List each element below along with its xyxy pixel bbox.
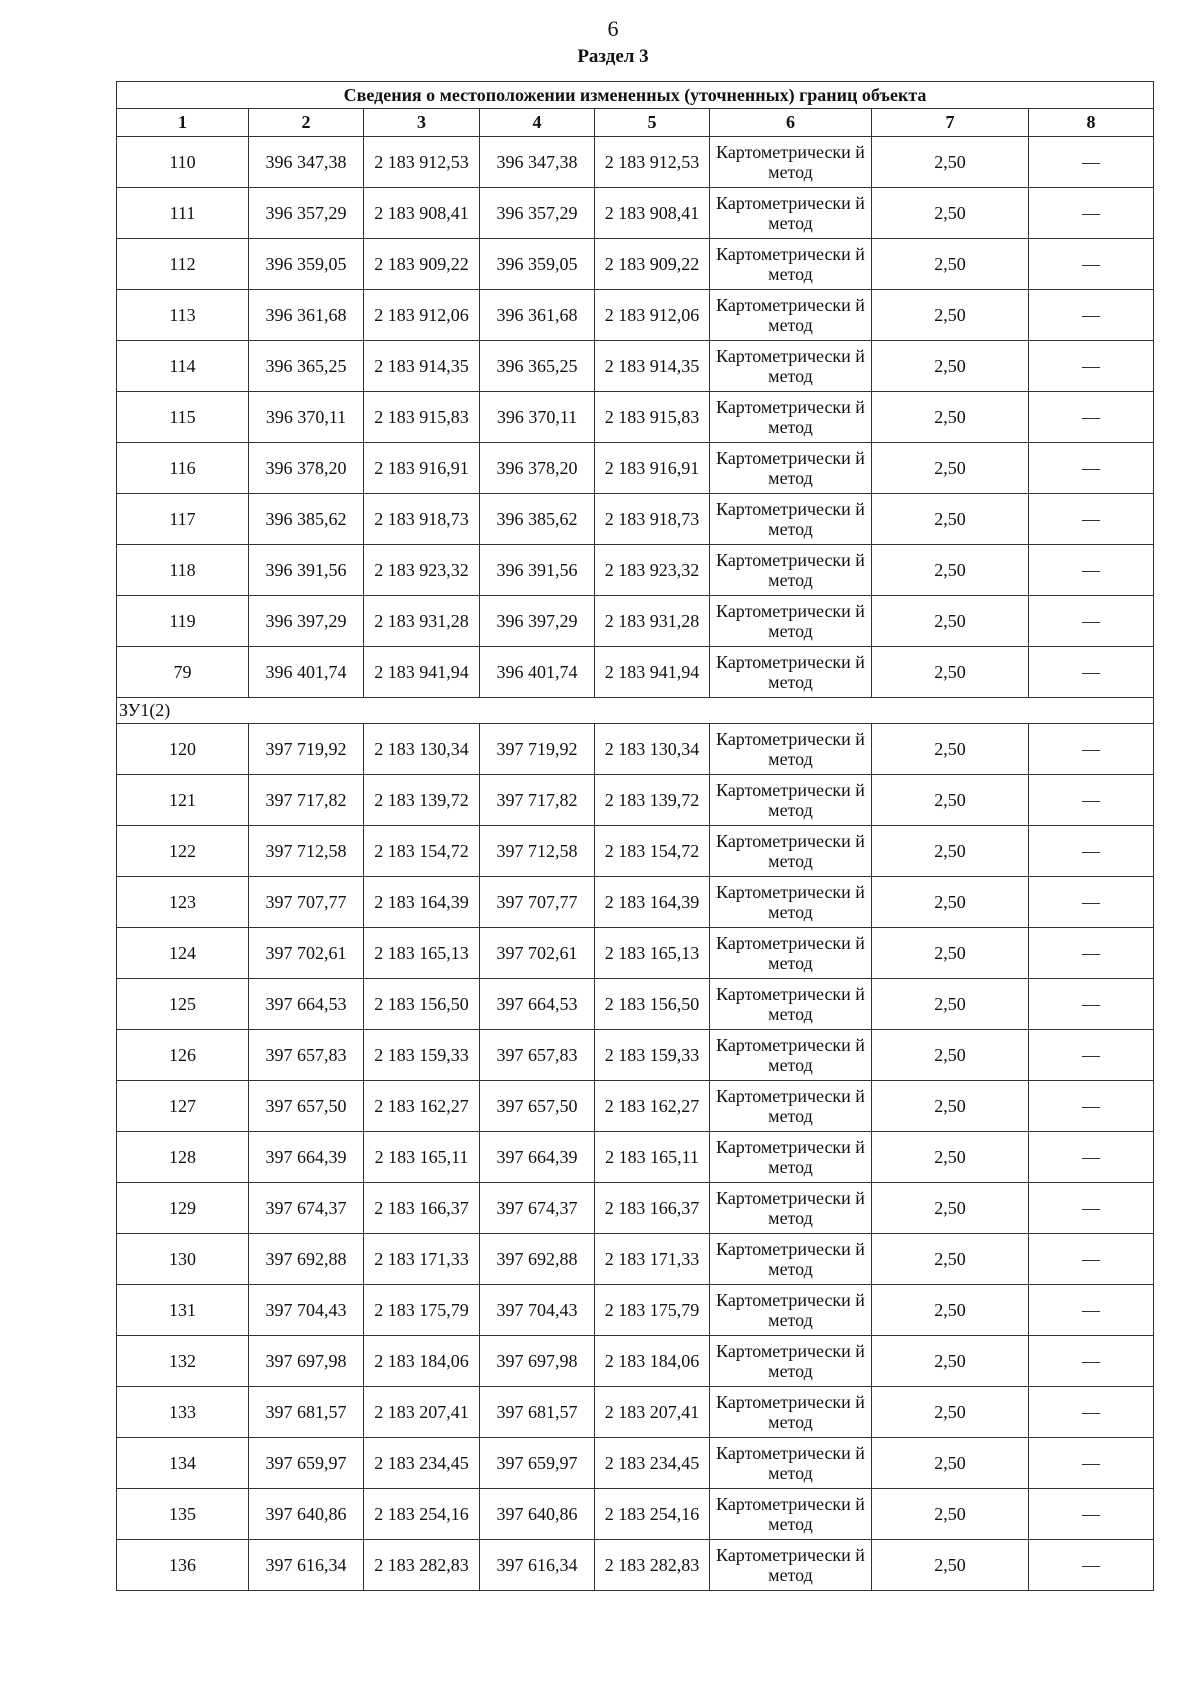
coordinate-cell: 397 659,97: [480, 1438, 595, 1489]
coordinate-cell: 2 183 909,22: [595, 239, 710, 290]
table-row: [117, 724, 1154, 775]
column-number: 6: [710, 109, 872, 137]
method-cell: Картометрически й метод: [710, 1030, 872, 1081]
point-number-cell: 122: [117, 826, 249, 877]
note-cell: —: [1029, 596, 1154, 647]
coordinate-cell: 397 657,50: [249, 1081, 364, 1132]
note-cell: —: [1029, 1336, 1154, 1387]
method-cell: Картометрически й метод: [710, 826, 872, 877]
table-row: [117, 1540, 1154, 1591]
point-number-cell: 125: [117, 979, 249, 1030]
coordinate-cell: 2 183 931,28: [595, 596, 710, 647]
accuracy-cell: 2,50: [872, 443, 1029, 494]
point-number-cell: 131: [117, 1285, 249, 1336]
coordinate-cell: 2 183 912,53: [595, 137, 710, 188]
table-row: [117, 545, 1154, 596]
method-cell: Картометрически й метод: [710, 1285, 872, 1336]
method-cell: Картометрически й метод: [710, 392, 872, 443]
accuracy-cell: 2,50: [872, 647, 1029, 698]
point-number-cell: 130: [117, 1234, 249, 1285]
coordinate-cell: 2 183 915,83: [595, 392, 710, 443]
note-cell: —: [1029, 443, 1154, 494]
column-number: 2: [249, 109, 364, 137]
method-cell: Картометрически й метод: [710, 647, 872, 698]
point-number-cell: 115: [117, 392, 249, 443]
coordinate-cell: 2 183 164,39: [364, 877, 480, 928]
coordinate-cell: 2 183 165,11: [595, 1132, 710, 1183]
method-cell: Картометрически й метод: [710, 494, 872, 545]
coordinate-cell: 2 183 914,35: [595, 341, 710, 392]
coordinate-cell: 2 183 166,37: [595, 1183, 710, 1234]
accuracy-cell: 2,50: [872, 341, 1029, 392]
method-cell: Картометрически й метод: [710, 1540, 872, 1591]
coordinate-cell: 2 183 282,83: [364, 1540, 480, 1591]
coordinate-cell: 396 385,62: [249, 494, 364, 545]
coordinate-cell: 397 681,57: [480, 1387, 595, 1438]
accuracy-cell: 2,50: [872, 188, 1029, 239]
point-number-cell: 79: [117, 647, 249, 698]
table-row: [117, 928, 1154, 979]
table-row: [117, 341, 1154, 392]
note-cell: —: [1029, 1132, 1154, 1183]
accuracy-cell: 2,50: [872, 290, 1029, 341]
coordinate-cell: 396 357,29: [480, 188, 595, 239]
coordinate-cell: 2 183 918,73: [364, 494, 480, 545]
note-cell: —: [1029, 290, 1154, 341]
note-cell: —: [1029, 494, 1154, 545]
method-cell: Картометрически й метод: [710, 341, 872, 392]
table-row: [117, 1438, 1154, 1489]
method-cell: Картометрически й метод: [710, 1081, 872, 1132]
coordinate-cell: 2 183 234,45: [595, 1438, 710, 1489]
coordinate-cell: 396 361,68: [249, 290, 364, 341]
coordinate-cell: 397 674,37: [249, 1183, 364, 1234]
point-number-cell: 135: [117, 1489, 249, 1540]
coordinate-cell: 397 616,34: [249, 1540, 364, 1591]
coordinate-cell: 2 183 139,72: [595, 775, 710, 826]
coordinate-cell: 2 183 175,79: [595, 1285, 710, 1336]
accuracy-cell: 2,50: [872, 1285, 1029, 1336]
coordinate-cell: 397 712,58: [480, 826, 595, 877]
coordinate-cell: 397 664,53: [480, 979, 595, 1030]
accuracy-cell: 2,50: [872, 596, 1029, 647]
coordinate-cell: 2 183 282,83: [595, 1540, 710, 1591]
point-number-cell: 121: [117, 775, 249, 826]
coordinate-cell: 397 681,57: [249, 1387, 364, 1438]
note-cell: —: [1029, 1081, 1154, 1132]
coordinate-cell: 396 347,38: [480, 137, 595, 188]
coordinate-cell: 397 640,86: [249, 1489, 364, 1540]
note-cell: —: [1029, 137, 1154, 188]
accuracy-cell: 2,50: [872, 1183, 1029, 1234]
table-row: [117, 290, 1154, 341]
accuracy-cell: 2,50: [872, 1234, 1029, 1285]
method-cell: Картометрически й метод: [710, 1438, 872, 1489]
coordinate-cell: 2 183 164,39: [595, 877, 710, 928]
coordinate-cell: 397 707,77: [249, 877, 364, 928]
table-row: [117, 1030, 1154, 1081]
method-cell: Картометрически й метод: [710, 1234, 872, 1285]
point-number-cell: 128: [117, 1132, 249, 1183]
note-cell: —: [1029, 1183, 1154, 1234]
point-number-cell: 126: [117, 1030, 249, 1081]
coordinate-cell: 2 183 912,06: [595, 290, 710, 341]
point-number-cell: 127: [117, 1081, 249, 1132]
accuracy-cell: 2,50: [872, 1030, 1029, 1081]
note-cell: —: [1029, 928, 1154, 979]
coordinate-cell: 2 183 130,34: [595, 724, 710, 775]
coordinate-cell: 397 702,61: [249, 928, 364, 979]
accuracy-cell: 2,50: [872, 1081, 1029, 1132]
coordinate-cell: 396 391,56: [249, 545, 364, 596]
point-number-cell: 118: [117, 545, 249, 596]
method-cell: Картометрически й метод: [710, 877, 872, 928]
accuracy-cell: 2,50: [872, 775, 1029, 826]
coordinate-cell: 2 183 171,33: [364, 1234, 480, 1285]
method-cell: Картометрически й метод: [710, 1132, 872, 1183]
page-number: 6: [607, 16, 619, 41]
note-cell: —: [1029, 1540, 1154, 1591]
method-cell: Картометрически й метод: [710, 137, 872, 188]
table-row: [117, 775, 1154, 826]
method-cell: Картометрически й метод: [710, 1336, 872, 1387]
accuracy-cell: 2,50: [872, 724, 1029, 775]
group-label: ЗУ1(2): [117, 698, 1154, 724]
coordinate-cell: 2 183 184,06: [595, 1336, 710, 1387]
accuracy-cell: 2,50: [872, 928, 1029, 979]
note-cell: —: [1029, 545, 1154, 596]
point-number-cell: 112: [117, 239, 249, 290]
table-row: [117, 443, 1154, 494]
coordinate-cell: 396 361,68: [480, 290, 595, 341]
point-number-cell: 124: [117, 928, 249, 979]
coordinate-cell: 2 183 916,91: [595, 443, 710, 494]
method-cell: Картометрически й метод: [710, 1183, 872, 1234]
coordinate-cell: 2 183 154,72: [364, 826, 480, 877]
method-cell: Картометрически й метод: [710, 290, 872, 341]
note-cell: —: [1029, 341, 1154, 392]
table-row: [117, 1132, 1154, 1183]
table-body-part1: [117, 137, 1154, 698]
table-row: [117, 1387, 1154, 1438]
coordinate-cell: 396 359,05: [480, 239, 595, 290]
point-number-cell: 110: [117, 137, 249, 188]
table-row: [117, 979, 1154, 1030]
coordinate-cell: 2 183 916,91: [364, 443, 480, 494]
table-row: [117, 647, 1154, 698]
coordinate-cell: 397 692,88: [249, 1234, 364, 1285]
coordinate-cell: 397 702,61: [480, 928, 595, 979]
table-row: [117, 1234, 1154, 1285]
accuracy-cell: 2,50: [872, 137, 1029, 188]
coordinate-cell: 2 183 159,33: [595, 1030, 710, 1081]
coordinate-cell: 396 401,74: [480, 647, 595, 698]
coordinate-cell: 397 717,82: [249, 775, 364, 826]
note-cell: —: [1029, 188, 1154, 239]
table-row: [117, 1183, 1154, 1234]
table-row: [117, 239, 1154, 290]
table-row: [117, 1489, 1154, 1540]
coordinate-cell: 2 183 254,16: [595, 1489, 710, 1540]
coordinate-cell: 2 183 909,22: [364, 239, 480, 290]
coordinate-cell: 397 719,92: [249, 724, 364, 775]
method-cell: Картометрически й метод: [710, 545, 872, 596]
coordinate-cell: 2 183 931,28: [364, 596, 480, 647]
table-row: [117, 1336, 1154, 1387]
column-numbers-row: [117, 109, 1154, 137]
table-body-part2: [117, 724, 1154, 1591]
coordinate-cell: 397 712,58: [249, 826, 364, 877]
coordinate-cell: 397 664,39: [480, 1132, 595, 1183]
coordinate-cell: 397 707,77: [480, 877, 595, 928]
note-cell: —: [1029, 239, 1154, 290]
coordinate-cell: 396 378,20: [480, 443, 595, 494]
note-cell: —: [1029, 877, 1154, 928]
coordinate-cell: 397 717,82: [480, 775, 595, 826]
accuracy-cell: 2,50: [872, 979, 1029, 1030]
coordinate-cell: 2 183 914,35: [364, 341, 480, 392]
method-cell: Картометрически й метод: [710, 724, 872, 775]
group-section: [117, 698, 1154, 724]
point-number-cell: 123: [117, 877, 249, 928]
accuracy-cell: 2,50: [872, 1438, 1029, 1489]
column-number: 3: [364, 109, 480, 137]
accuracy-cell: 2,50: [872, 1387, 1029, 1438]
table-row: [117, 1285, 1154, 1336]
group-label-row: [117, 698, 1154, 724]
table-caption-row: [117, 82, 1154, 109]
table-row: [117, 188, 1154, 239]
point-number-cell: 114: [117, 341, 249, 392]
method-cell: Картометрически й метод: [710, 928, 872, 979]
coordinate-cell: 2 183 908,41: [595, 188, 710, 239]
note-cell: —: [1029, 724, 1154, 775]
method-cell: Картометрически й метод: [710, 979, 872, 1030]
coordinate-cell: 2 183 175,79: [364, 1285, 480, 1336]
note-cell: —: [1029, 775, 1154, 826]
coordinate-cell: 2 183 156,50: [364, 979, 480, 1030]
coordinate-cell: 396 397,29: [480, 596, 595, 647]
coordinate-cell: 397 640,86: [480, 1489, 595, 1540]
coordinate-cell: 2 183 162,27: [595, 1081, 710, 1132]
coordinate-cell: 2 183 254,16: [364, 1489, 480, 1540]
table-row: [117, 494, 1154, 545]
coordinate-cell: 396 397,29: [249, 596, 364, 647]
point-number-cell: 134: [117, 1438, 249, 1489]
coordinate-cell: 2 183 912,53: [364, 137, 480, 188]
note-cell: —: [1029, 1387, 1154, 1438]
coordinate-cell: 397 704,43: [480, 1285, 595, 1336]
coordinate-cell: 397 704,43: [249, 1285, 364, 1336]
note-cell: —: [1029, 1030, 1154, 1081]
coordinate-cell: 2 183 165,13: [364, 928, 480, 979]
note-cell: —: [1029, 1285, 1154, 1336]
coordinate-cell: 2 183 912,06: [364, 290, 480, 341]
coordinate-cell: 2 183 941,94: [595, 647, 710, 698]
coordinate-cell: 396 365,25: [480, 341, 595, 392]
coordinate-cell: 2 183 166,37: [364, 1183, 480, 1234]
coordinate-cell: 2 183 165,11: [364, 1132, 480, 1183]
coordinate-cell: 396 378,20: [249, 443, 364, 494]
coordinate-cell: 397 697,98: [249, 1336, 364, 1387]
point-number-cell: 129: [117, 1183, 249, 1234]
coordinate-cell: 2 183 234,45: [364, 1438, 480, 1489]
coordinate-cell: 396 347,38: [249, 137, 364, 188]
coordinate-cell: 396 370,11: [480, 392, 595, 443]
point-number-cell: 113: [117, 290, 249, 341]
coordinate-cell: 397 674,37: [480, 1183, 595, 1234]
note-cell: —: [1029, 1489, 1154, 1540]
accuracy-cell: 2,50: [872, 545, 1029, 596]
accuracy-cell: 2,50: [872, 1336, 1029, 1387]
table-caption: Сведения о местоположении измененных (уточненных) границ объекта: [117, 82, 1154, 109]
coordinate-cell: 2 183 139,72: [364, 775, 480, 826]
table-row: [117, 392, 1154, 443]
coordinate-cell: 397 616,34: [480, 1540, 595, 1591]
method-cell: Картометрически й метод: [710, 188, 872, 239]
coordinate-cell: 396 391,56: [480, 545, 595, 596]
coordinate-cell: 397 664,53: [249, 979, 364, 1030]
coordinate-cell: 397 664,39: [249, 1132, 364, 1183]
method-cell: Картометрически й метод: [710, 443, 872, 494]
accuracy-cell: 2,50: [872, 1540, 1029, 1591]
coordinate-cell: 2 183 908,41: [364, 188, 480, 239]
coordinate-cell: 2 183 918,73: [595, 494, 710, 545]
accuracy-cell: 2,50: [872, 494, 1029, 545]
column-number: 4: [480, 109, 595, 137]
coordinate-cell: 2 183 941,94: [364, 647, 480, 698]
method-cell: Картометрически й метод: [710, 1489, 872, 1540]
coordinate-cell: 2 183 162,27: [364, 1081, 480, 1132]
coordinate-cell: 2 183 207,41: [364, 1387, 480, 1438]
note-cell: —: [1029, 1234, 1154, 1285]
boundary-coordinates-table: [116, 81, 1154, 1591]
accuracy-cell: 2,50: [872, 1132, 1029, 1183]
column-number: 1: [117, 109, 249, 137]
table-row: [117, 1081, 1154, 1132]
coordinate-cell: 2 183 915,83: [364, 392, 480, 443]
accuracy-cell: 2,50: [872, 1489, 1029, 1540]
point-number-cell: 116: [117, 443, 249, 494]
table-row: [117, 826, 1154, 877]
table-row: [117, 596, 1154, 647]
accuracy-cell: 2,50: [872, 392, 1029, 443]
table-row: [117, 877, 1154, 928]
coordinate-cell: 397 692,88: [480, 1234, 595, 1285]
coordinate-cell: 2 183 154,72: [595, 826, 710, 877]
coordinate-cell: 2 183 130,34: [364, 724, 480, 775]
point-number-cell: 133: [117, 1387, 249, 1438]
coordinate-cell: 396 357,29: [249, 188, 364, 239]
coordinate-cell: 397 657,50: [480, 1081, 595, 1132]
accuracy-cell: 2,50: [872, 239, 1029, 290]
note-cell: —: [1029, 979, 1154, 1030]
column-number: 7: [872, 109, 1029, 137]
point-number-cell: 117: [117, 494, 249, 545]
note-cell: —: [1029, 826, 1154, 877]
coordinate-cell: 2 183 156,50: [595, 979, 710, 1030]
coordinate-cell: 2 183 207,41: [595, 1387, 710, 1438]
coordinate-cell: 2 183 159,33: [364, 1030, 480, 1081]
accuracy-cell: 2,50: [872, 826, 1029, 877]
coordinate-cell: 396 365,25: [249, 341, 364, 392]
method-cell: Картометрически й метод: [710, 775, 872, 826]
coordinate-cell: 2 183 184,06: [364, 1336, 480, 1387]
coordinate-cell: 396 370,11: [249, 392, 364, 443]
note-cell: —: [1029, 392, 1154, 443]
column-number: 5: [595, 109, 710, 137]
section-title: Раздел 3: [577, 46, 649, 67]
coordinate-cell: 397 657,83: [480, 1030, 595, 1081]
coordinate-cell: 2 183 923,32: [364, 545, 480, 596]
point-number-cell: 119: [117, 596, 249, 647]
coordinate-cell: 397 719,92: [480, 724, 595, 775]
note-cell: —: [1029, 1438, 1154, 1489]
coordinate-cell: 2 183 165,13: [595, 928, 710, 979]
method-cell: Картометрически й метод: [710, 239, 872, 290]
coordinate-cell: 396 401,74: [249, 647, 364, 698]
coordinate-cell: 396 359,05: [249, 239, 364, 290]
coordinate-cell: 397 657,83: [249, 1030, 364, 1081]
coordinate-cell: 2 183 171,33: [595, 1234, 710, 1285]
point-number-cell: 120: [117, 724, 249, 775]
coordinate-cell: 2 183 923,32: [595, 545, 710, 596]
point-number-cell: 132: [117, 1336, 249, 1387]
coordinate-cell: 397 659,97: [249, 1438, 364, 1489]
note-cell: —: [1029, 647, 1154, 698]
point-number-cell: 136: [117, 1540, 249, 1591]
column-number: 8: [1029, 109, 1154, 137]
accuracy-cell: 2,50: [872, 877, 1029, 928]
coordinate-cell: 396 385,62: [480, 494, 595, 545]
coordinate-cell: 397 697,98: [480, 1336, 595, 1387]
method-cell: Картометрически й метод: [710, 596, 872, 647]
table-row: [117, 137, 1154, 188]
point-number-cell: 111: [117, 188, 249, 239]
method-cell: Картометрически й метод: [710, 1387, 872, 1438]
